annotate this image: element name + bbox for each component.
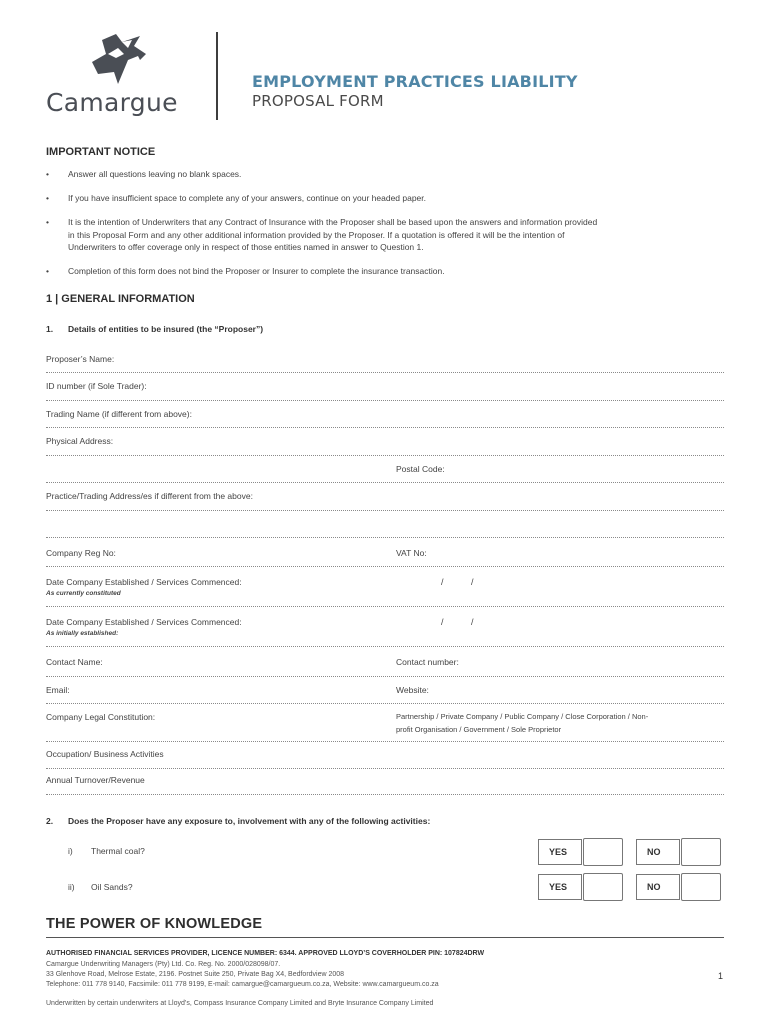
- activity-number: ii): [68, 882, 75, 892]
- proposer-name-label: Proposer’s Name:: [46, 354, 115, 364]
- yes-label: YES: [538, 839, 582, 865]
- physical-address-field[interactable]: [46, 455, 724, 456]
- date-established-note: As currently constituted: [46, 590, 121, 597]
- contact-number-label: Contact number:: [396, 657, 459, 667]
- email-label: Email:: [46, 685, 70, 695]
- footer-address: 33 Glenhove Road, Melrose Estate, 2196. Postnet Suite 250, Private Bag X4, Bedfordview 2008: [46, 971, 345, 978]
- form-subtitle: PROPOSAL FORM: [252, 92, 384, 110]
- bullet-icon: •: [46, 266, 49, 276]
- footer-divider: [46, 937, 724, 938]
- id-number-field[interactable]: [46, 400, 724, 401]
- contact-field[interactable]: [46, 676, 724, 677]
- logo-wordmark: Camargue: [46, 88, 178, 117]
- constitution-options-cont: profit Organisation / Government / Sole Proprietor: [396, 725, 562, 734]
- practice-address-field-1[interactable]: [46, 510, 724, 511]
- activity-label-thermal-coal: Thermal coal?: [91, 846, 145, 856]
- postal-code-field[interactable]: [46, 482, 724, 483]
- company-reg-label: Company Reg No:: [46, 548, 116, 558]
- thermal-coal-no-checkbox[interactable]: [681, 838, 721, 866]
- vat-no-label: VAT No:: [396, 548, 427, 558]
- contact-name-label: Contact Name:: [46, 657, 103, 667]
- email-field[interactable]: [46, 703, 724, 704]
- camargue-logo: [46, 32, 191, 117]
- date-separator: /: [441, 617, 444, 627]
- footer-tagline: THE POWER OF KNOWLEDGE: [46, 916, 263, 932]
- date-separator: /: [471, 617, 474, 627]
- proposer-name-field[interactable]: [46, 372, 724, 373]
- oil-sands-no-checkbox[interactable]: [681, 873, 721, 901]
- postal-code-label: Postal Code:: [396, 464, 445, 474]
- header-divider: [216, 32, 218, 120]
- date-established-label: Date Company Established / Services Commenced:: [46, 577, 242, 587]
- trading-name-field[interactable]: [46, 427, 724, 428]
- company-reg-field[interactable]: [46, 566, 724, 567]
- date-separator: /: [471, 577, 474, 587]
- yes-label: YES: [538, 874, 582, 900]
- legal-constitution-label: Company Legal Constitution:: [46, 712, 156, 722]
- proposal-form-page: Camargue EMPLOYMENT PRACTICES LIABILITY PROPOSAL FORM IMPORTANT NOTICE • Answer all questions leaving no blank spaces. • If you have insufficient space to complete any of your answers, continue on your headed paper. • It is the intention of Underwriters that any Contract of Insurance with the Proposer shall be based upon the answers and information provided in this Proposal Form and any other additional information provided by the Proposer. If a quotation is offered it will be the intention of Underwriters to offer coverage only in respect of those entities named in answer to Question 1. • Completion of this form does not bind the Proposer or Insurer to complete the insurance transaction. 1 | GENERAL INFORMATION 1. Details of entities to be insured (the “Proposer”) Proposer’s Name: ID number (if Sole Trader): Trading Name (if different from above): Physical Address: Postal Code: Practice/Trading Address/es if different from the above: Company Reg No: VAT No: Date Company Established / Services Commenced: As currently constituted / / Date Company Established / Services Commenced: As initially established: / / Contact Name: Contact number: Email: Website: Company Legal Constitution: Partnership / Private Company / Public Company / Close Corporation / Non- profit Organisation / Government / Sole Proprietor Occupation/ Business Activities Annual Turnover/Revenue 2. Does the Proposer have any exposure to, involvement with any of the following activities: i) Thermal coal? YES NO ii) Oil Sands? YES NO THE POWER OF KNOWLEDGE AUTHORISED FINANCIAL SERVICES PROVIDER, LICENCE NUMBER: 6344. APPROVED LLOYD’S COVERHOLDER PIN: 107824DRW Camargue Underwriting Managers (Pty) Ltd. Co. Reg. No. 2000/028098/07. 33 Glenhove Road, Melrose Estate, 2196. Postnet Suite 250, Private Bag X4, Bedfordview 2008 Telephone: 011 778 9140, Facsimile: 011 778 9199, E-mail: camargue@camargueum.co.za, Website: www.camargueum.co.za 1 Underwritten by certain underwriters at Lloyd’s, Compass Insurance Company Limited and Bryte Insurance Company Limited: [0, 0, 770, 1024]
- important-notice-heading: IMPORTANT NOTICE: [46, 146, 156, 158]
- no-label: NO: [636, 874, 680, 900]
- form-title: EMPLOYMENT PRACTICES LIABILITY: [252, 72, 578, 91]
- footer-authorised: AUTHORISED FINANCIAL SERVICES PROVIDER, LICENCE NUMBER: 6344. APPROVED LLOYD’S COVERHOLDER PIN: 107824DRW: [46, 950, 485, 957]
- activity-number: i): [68, 846, 73, 856]
- bullet-icon: •: [46, 217, 49, 227]
- no-label: NO: [636, 839, 680, 865]
- trading-name-label: Trading Name (if different from above):: [46, 409, 192, 419]
- page-number: 1: [718, 971, 724, 981]
- thermal-coal-yes-checkbox[interactable]: [583, 838, 623, 866]
- footer-company: Camargue Underwriting Managers (Pty) Ltd. Co. Reg. No. 2000/028098/07.: [46, 961, 281, 968]
- activity-label-oil-sands: Oil Sands?: [91, 882, 133, 892]
- practice-address-field-2[interactable]: [46, 537, 724, 538]
- date-initially-field[interactable]: [46, 646, 724, 647]
- date-initially-label: Date Company Established / Services Commenced:: [46, 617, 242, 627]
- practice-address-label: Practice/Trading Address/es if different from the above:: [46, 491, 253, 501]
- date-separator: /: [441, 577, 444, 587]
- physical-address-label: Physical Address:: [46, 436, 114, 446]
- turnover-field[interactable]: [46, 794, 724, 795]
- id-number-label: ID number (if Sole Trader):: [46, 381, 147, 391]
- constitution-options: Partnership / Private Company / Public Company / Close Corporation / Non-: [396, 712, 649, 721]
- section-heading: 1 | GENERAL INFORMATION: [46, 293, 195, 305]
- occupation-field[interactable]: [46, 768, 724, 769]
- occupation-label: Occupation/ Business Activities: [46, 749, 164, 759]
- oil-sands-yes-checkbox[interactable]: [583, 873, 623, 901]
- turnover-label: Annual Turnover/Revenue: [46, 775, 145, 785]
- website-label: Website:: [396, 685, 429, 695]
- footer-contact: Telephone: 011 778 9140, Facsimile: 011 778 9199, E-mail: camargue@camargueum.co.za, Website: www.camargueum.co.za: [46, 981, 439, 988]
- horse-head-logo-icon: [88, 32, 150, 90]
- footer-underwritten: Underwritten by certain underwriters at Lloyd’s, Compass Insurance Company Limited and Bryte Insurance Company Limited: [46, 1000, 434, 1007]
- date-established-field[interactable]: [46, 606, 724, 607]
- bullet-icon: •: [46, 193, 49, 203]
- legal-constitution-field[interactable]: [46, 741, 724, 742]
- bullet-icon: •: [46, 169, 49, 179]
- date-initially-note: As initially established:: [46, 630, 119, 637]
